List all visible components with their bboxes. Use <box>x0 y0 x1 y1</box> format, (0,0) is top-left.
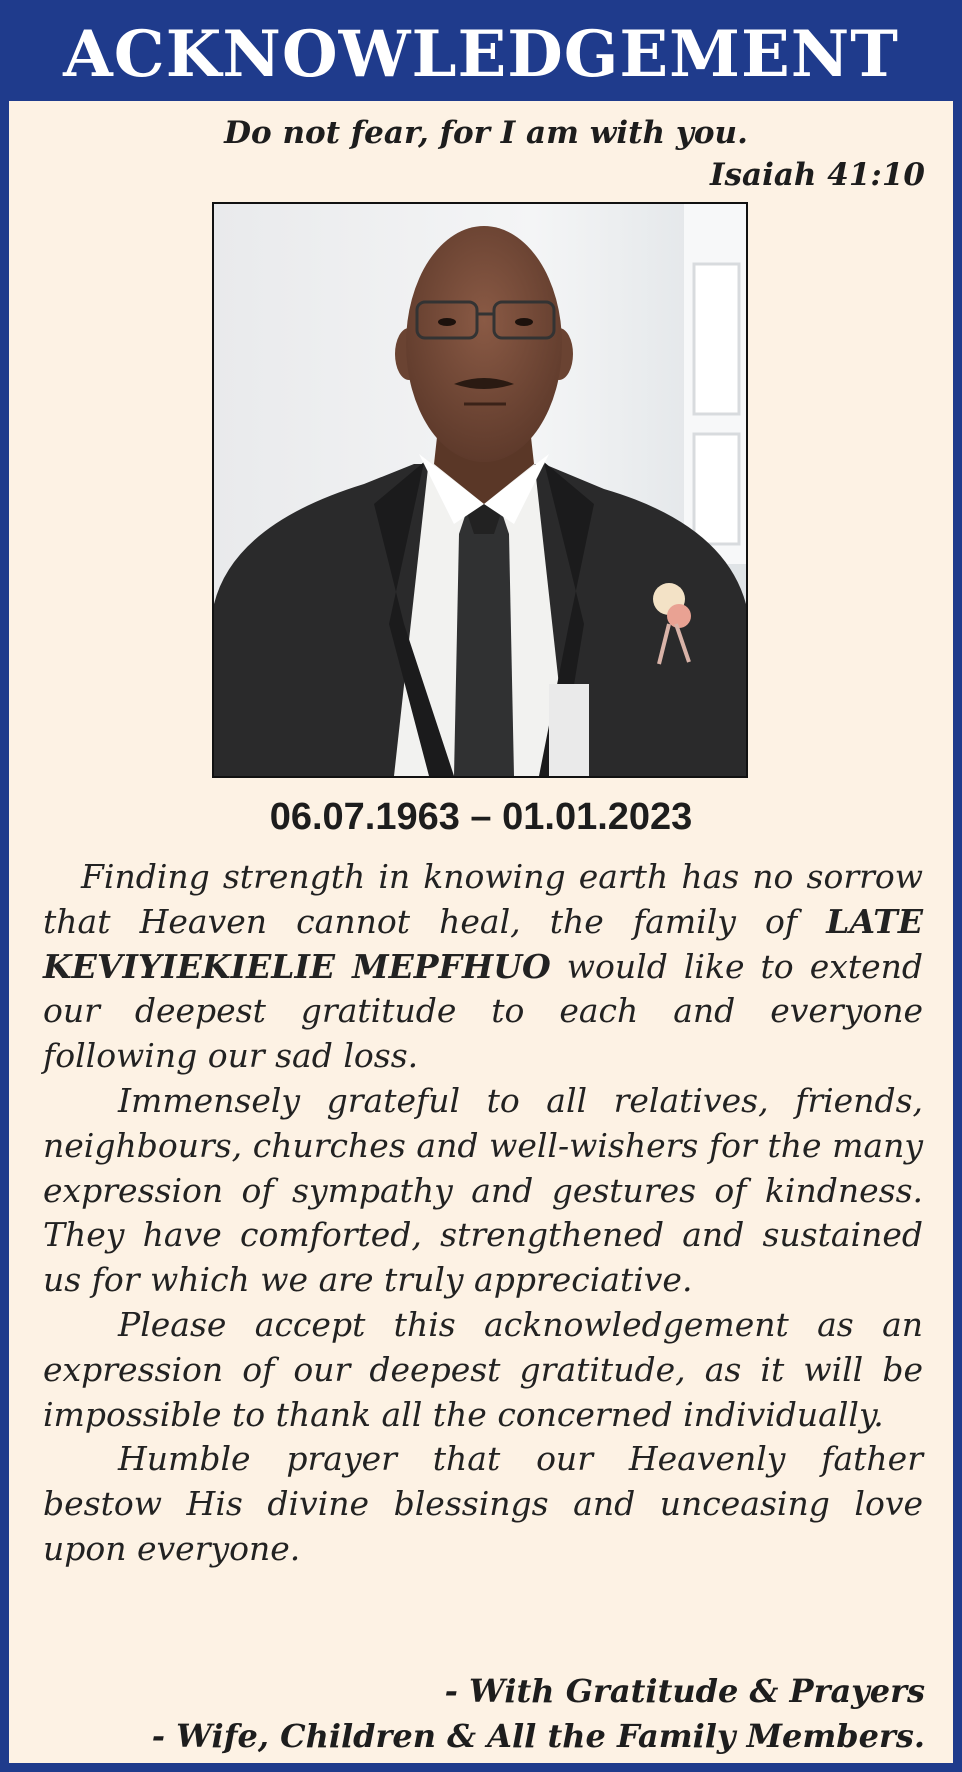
portrait-illustration <box>214 204 746 776</box>
life-dates: 06.07.1963 – 01.01.2023 <box>269 796 693 838</box>
paragraph-1-end: would like to extend our deepest gratitude to each and everyone following our sad loss. <box>43 946 924 1076</box>
signature-line-1: - With Gratitude & Prayers <box>444 1672 925 1710</box>
paragraph-3: Please accept this acknowledgement as an expression of our deepest gratitude, as it will be impossible to thank all the concerned individually. <box>43 1304 923 1434</box>
deceased-name: LATE KEVIYIEKIELIE MEPFHUO <box>43 901 923 986</box>
paragraph-2: Immensely grateful to all relatives, friends, neighbours, churches and well-wishers for the many expression of sympathy and gestures of kindness. They have comforted, strengthened and sustained us for which we are truly appreciative. <box>43 1080 923 1300</box>
signature-line-2: - Wife, Children & All the Family Members. <box>151 1717 925 1755</box>
paragraph-1-start: Finding strength in knowing earth has no sorrow that Heaven cannot heal, the family of <box>43 857 923 941</box>
paragraph-4: Humble prayer that our Heavenly father bestow His divine blessings and unceasing love upon everyone. <box>43 1439 923 1568</box>
paragraph-1 <box>43 855 923 1079</box>
verse-reference: Isaiah 41:10 <box>710 157 925 193</box>
notice-title: ACKNOWLEDGEMENT <box>9 9 953 101</box>
acknowledgement-body <box>43 855 923 1572</box>
bible-verse: Do not fear, for I am with you. <box>224 115 748 151</box>
portrait-photo <box>212 202 748 778</box>
